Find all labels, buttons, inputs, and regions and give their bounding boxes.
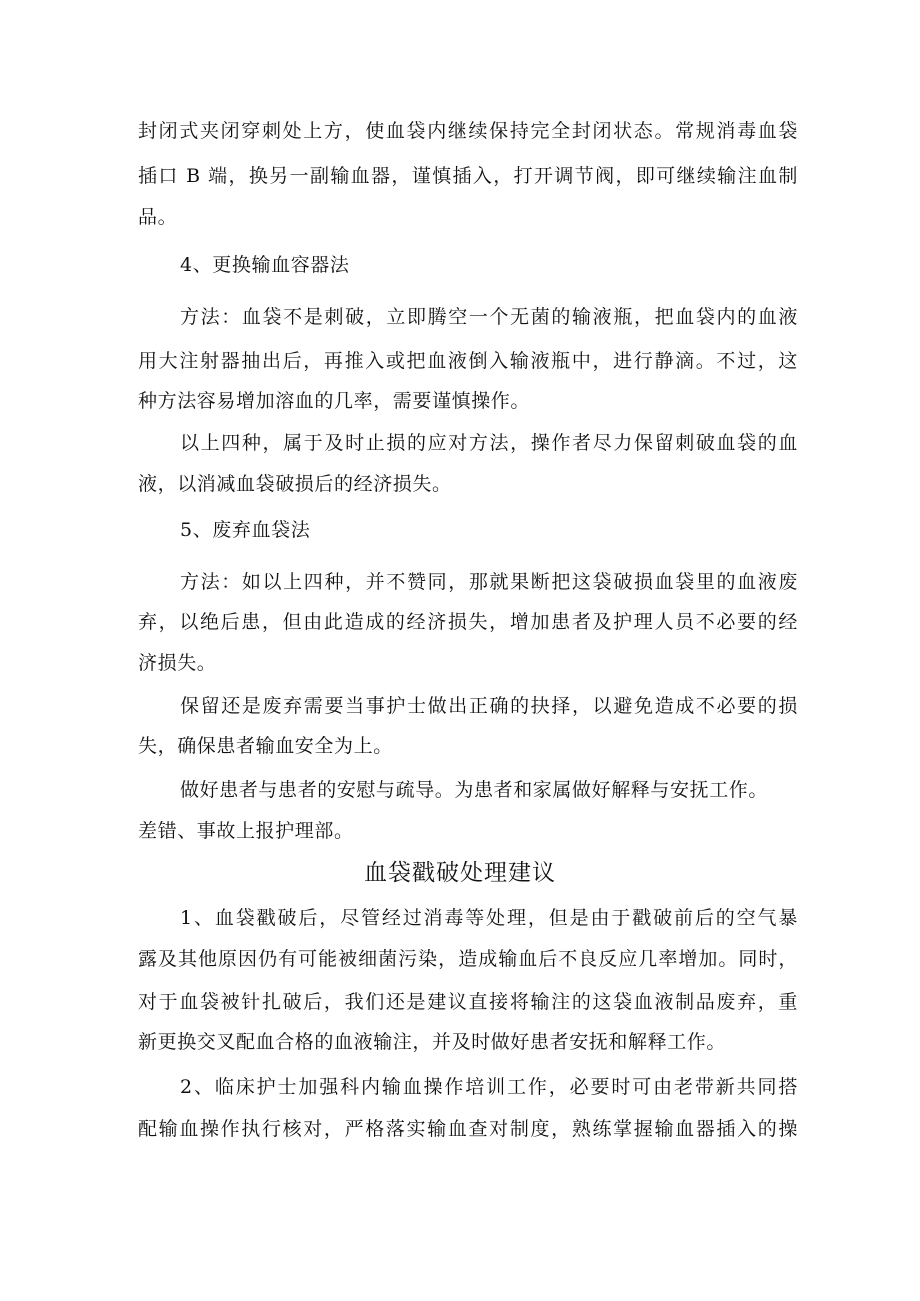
paragraph-line: 对于血袋被针扎破后，我们还是建议直接将输注的这袋血液制品废弃，重: [138, 991, 798, 1013]
paragraph-line: 露及其他原因仍有可能被细菌污染，造成输血后不良反应几率增加。同时，: [138, 948, 798, 970]
paragraph-line: 差错、事故上报护理部。: [138, 820, 354, 842]
paragraph-line: 液，以消减血袋破损后的经济损失。: [138, 473, 452, 495]
paragraph-line: 失，确保患者输血安全为上。: [138, 735, 393, 757]
paragraph-line: 方法：如以上四种，并不赞同，那就果断把这袋破损血袋里的血液废: [180, 571, 798, 593]
paragraph-line: 方法：血袋不是刺破，立即腾空一个无菌的输液瓶，把血袋内的血液: [180, 306, 798, 328]
subheading-5: 5、废弃血袋法: [180, 519, 311, 541]
paragraph-line: 配输血操作执行核对，严格落实输血查对制度，熟练掌握输血器插入的操: [138, 1118, 798, 1140]
paragraph-line: 插口 B 端，换另一副输血器，谨慎插入，打开调节阀，即可继续输注血制: [138, 165, 798, 187]
paragraph-line: 新更换交叉配血合格的血液输注，并及时做好患者安抚和解释工作。: [138, 1031, 727, 1053]
paragraph-line: 济损失。: [138, 652, 217, 674]
paragraph-line: 2、临床护士加强科内输血操作培训工作，必要时可由老带新共同搭: [180, 1076, 798, 1098]
paragraph-line: 封闭式夹闭穿刺处上方，使血袋内继续保持完全封闭状态。常规消毒血袋: [138, 120, 798, 142]
paragraph-line: 品。: [138, 206, 178, 228]
paragraph-line: 弃，以绝后患，但由此造成的经济损失，增加患者及护理人员不必要的经: [138, 611, 798, 633]
paragraph-line: 做好患者与患者的安慰与疏导。为患者和家属做好解释与安抚工作。: [180, 779, 769, 801]
paragraph-line: 用大注射器抽出后，再推入或把血液倒入输液瓶中，进行静滴。不过，这: [138, 350, 798, 372]
subheading-4: 4、更换输血容器法: [180, 254, 350, 276]
paragraph-line: 种方法容易增加溶血的几率，需要谨慎操作。: [138, 390, 531, 412]
paragraph-line: 以上四种，属于及时止损的应对方法，操作者尽力保留刺破血袋的血: [180, 432, 798, 454]
section-title: 血袋戳破处理建议: [364, 860, 556, 886]
paragraph-line: 1、血袋戳破后，尽管经过消毒等处理，但是由于戳破前后的空气暴: [180, 907, 798, 929]
paragraph-line: 保留还是废弃需要当事护士做出正确的抉择，以避免造成不必要的损: [180, 695, 798, 717]
